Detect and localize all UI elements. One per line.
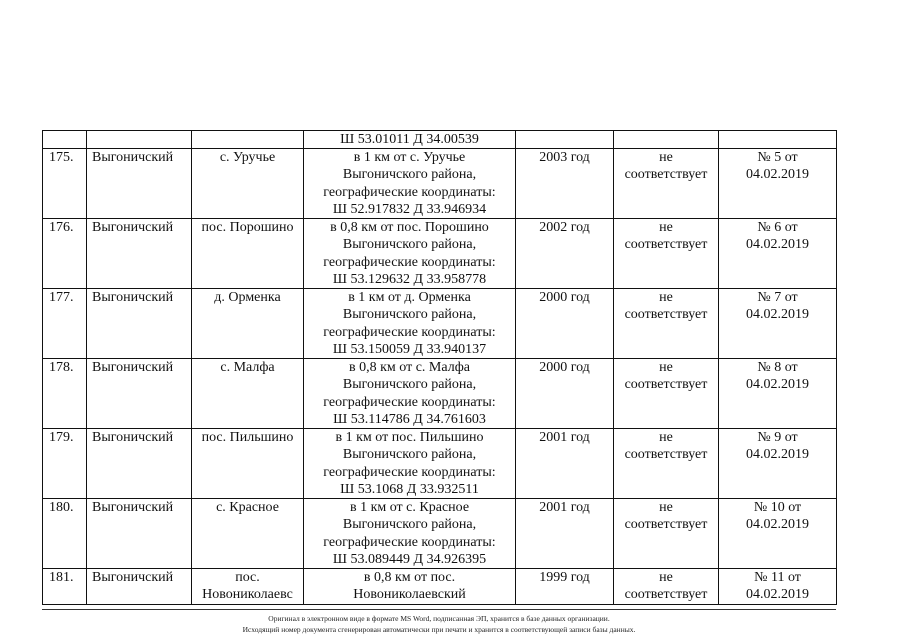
cell-year: 2001 год <box>516 429 614 499</box>
page-footer <box>42 613 836 635</box>
cell-status-line: соответствует <box>624 377 708 393</box>
cell-doc-line: № 6 от <box>757 220 798 236</box>
table-row <box>43 499 837 569</box>
cell-status-line: не <box>659 430 673 446</box>
cell-location-line: Ш 52.917832 Д 33.946934 <box>332 201 487 217</box>
cell-status-line: не <box>659 220 673 236</box>
table-row <box>43 149 837 219</box>
cell-location-line: Выгоничского района, <box>342 377 477 393</box>
table-row <box>43 289 837 359</box>
cell-location-line: в 0,8 км от с. Малфа <box>349 360 470 376</box>
cell-location <box>304 569 516 604</box>
cell-status <box>614 499 719 569</box>
cell-location <box>304 219 516 289</box>
cell-district: Выгоничский <box>87 429 192 499</box>
cell-status-line: соответствует <box>624 167 708 183</box>
cell-status-line: соответствует <box>624 237 708 253</box>
cell-status-line: не <box>659 150 673 166</box>
cell-location <box>304 289 516 359</box>
cell-doc <box>719 569 837 604</box>
cell-settlement: с. Уручье <box>192 149 304 219</box>
cell-district <box>87 131 192 149</box>
cell-status <box>614 289 719 359</box>
cell-num: 181. <box>43 569 87 604</box>
cell-settlement <box>192 569 304 604</box>
cell-doc <box>719 219 837 289</box>
cell-doc <box>719 429 837 499</box>
cell-status <box>614 359 719 429</box>
table-row <box>43 219 837 289</box>
cell-settlement <box>192 131 304 149</box>
cell-doc-line: 04.02.2019 <box>746 587 809 603</box>
cell-location-line: Выгоничского района, <box>342 307 477 323</box>
cell-status-line: не <box>659 500 673 516</box>
cell-doc-line: № 7 от <box>757 290 798 306</box>
cell-location-line: в 1 км от с. Красное <box>349 500 470 516</box>
cell-location-line: Выгоничского района, <box>342 447 477 463</box>
cell-status <box>614 429 719 499</box>
cell-location-line: Ш 53.089449 Д 34.926395 <box>332 551 487 567</box>
registry-table <box>42 130 837 605</box>
cell-status-line: не <box>659 290 673 306</box>
cell-status <box>614 569 719 604</box>
cell-location <box>304 499 516 569</box>
footer-divider <box>42 609 836 610</box>
cell-year <box>516 131 614 149</box>
footer-line-2: Исходящий номер документа сгенерирован автоматически при печати и хранится в соответствующей записи базы данных. <box>242 625 636 634</box>
cell-district: Выгоничский <box>87 149 192 219</box>
cell-year: 2002 год <box>516 219 614 289</box>
cell-year: 2000 год <box>516 289 614 359</box>
cell-doc-line: 04.02.2019 <box>746 517 809 533</box>
cell-settlement: пос. Порошино <box>192 219 304 289</box>
cell-location-line: в 0,8 км от пос. <box>363 570 456 586</box>
cell-location-line: географические координаты: <box>323 394 496 410</box>
cell-location-line: географические координаты: <box>323 324 496 340</box>
cell-status-line: соответствует <box>624 587 708 603</box>
cell-location-line: Выгоничского района, <box>342 237 477 253</box>
cell-doc <box>719 149 837 219</box>
cell-location-line: географические координаты: <box>323 464 496 480</box>
cell-doc-line: № 5 от <box>757 150 798 166</box>
cell-settlement-line: Новониколаевс <box>202 587 293 603</box>
cell-status <box>614 131 719 149</box>
cell-location-line: в 1 км от пос. Пильшино <box>335 430 484 446</box>
cell-num: 177. <box>43 289 87 359</box>
cell-doc-line: 04.02.2019 <box>746 447 809 463</box>
cell-num: 180. <box>43 499 87 569</box>
cell-status-line: соответствует <box>624 517 708 533</box>
cell-district: Выгоничский <box>87 569 192 604</box>
cell-year: 1999 год <box>516 569 614 604</box>
cell-location-line: Ш 53.129632 Д 33.958778 <box>332 271 487 287</box>
cell-status-line: соответствует <box>624 447 708 463</box>
cell-year: 2003 год <box>516 149 614 219</box>
cell-doc-line: № 11 от <box>754 570 801 586</box>
cell-status-line: соответствует <box>624 307 708 323</box>
cell-doc-line: 04.02.2019 <box>746 377 809 393</box>
cell-location-line: Ш 53.150059 Д 33.940137 <box>332 341 487 357</box>
cell-year: 2001 год <box>516 499 614 569</box>
footer-line-1: Оригинал в электронном виде в формате MS Word, подписанная ЭП, хранится в базе данных организации. <box>268 614 610 623</box>
cell-settlement: пос. Пильшино <box>192 429 304 499</box>
cell-year: 2000 год <box>516 359 614 429</box>
cell-location: Ш 53.01011 Д 34.00539 <box>304 131 516 149</box>
cell-doc-line: № 9 от <box>757 430 798 446</box>
cell-location-line: Ш 53.1068 Д 33.932511 <box>340 481 479 497</box>
cell-status-line: не <box>659 570 673 586</box>
cell-doc-line: 04.02.2019 <box>746 237 809 253</box>
cell-settlement-line: пос. <box>235 570 260 586</box>
cell-status-line: не <box>659 360 673 376</box>
table-row <box>43 359 837 429</box>
cell-status <box>614 149 719 219</box>
cell-doc-line: 04.02.2019 <box>746 307 809 323</box>
cell-doc-line: 04.02.2019 <box>746 167 809 183</box>
cell-num: 175. <box>43 149 87 219</box>
cell-doc <box>719 359 837 429</box>
cell-num <box>43 131 87 149</box>
cell-district: Выгоничский <box>87 359 192 429</box>
cell-settlement: д. Орменка <box>192 289 304 359</box>
cell-location-line: географические координаты: <box>323 254 496 270</box>
cell-doc-line: № 10 от <box>753 500 802 516</box>
cell-location-line: в 1 км от д. Орменка <box>348 290 471 306</box>
cell-location-line: географические координаты: <box>323 184 496 200</box>
table-row <box>43 569 837 604</box>
table-row-continued <box>43 131 837 149</box>
cell-num: 179. <box>43 429 87 499</box>
table-row <box>43 429 837 499</box>
cell-location-line: Выгоничского района, <box>342 167 477 183</box>
cell-location-line: Выгоничского района, <box>342 517 477 533</box>
cell-district: Выгоничский <box>87 289 192 359</box>
cell-location-line: Ш 53.114786 Д 34.761603 <box>333 411 486 427</box>
cell-settlement: с. Малфа <box>192 359 304 429</box>
cell-location-line: Новониколаевский <box>353 587 466 603</box>
cell-settlement: с. Красное <box>192 499 304 569</box>
cell-num: 178. <box>43 359 87 429</box>
cell-district: Выгоничский <box>87 219 192 289</box>
cell-doc <box>719 289 837 359</box>
cell-status <box>614 219 719 289</box>
cell-doc <box>719 131 837 149</box>
cell-location-line: географические координаты: <box>323 534 496 550</box>
cell-location <box>304 149 516 219</box>
cell-location <box>304 359 516 429</box>
cell-district: Выгоничский <box>87 499 192 569</box>
cell-doc <box>719 499 837 569</box>
cell-location-line: в 0,8 км от пос. Порошино <box>330 220 489 236</box>
cell-location-line: в 1 км от с. Уручье <box>353 150 466 166</box>
cell-location <box>304 429 516 499</box>
cell-doc-line: № 8 от <box>757 360 798 376</box>
cell-num: 176. <box>43 219 87 289</box>
